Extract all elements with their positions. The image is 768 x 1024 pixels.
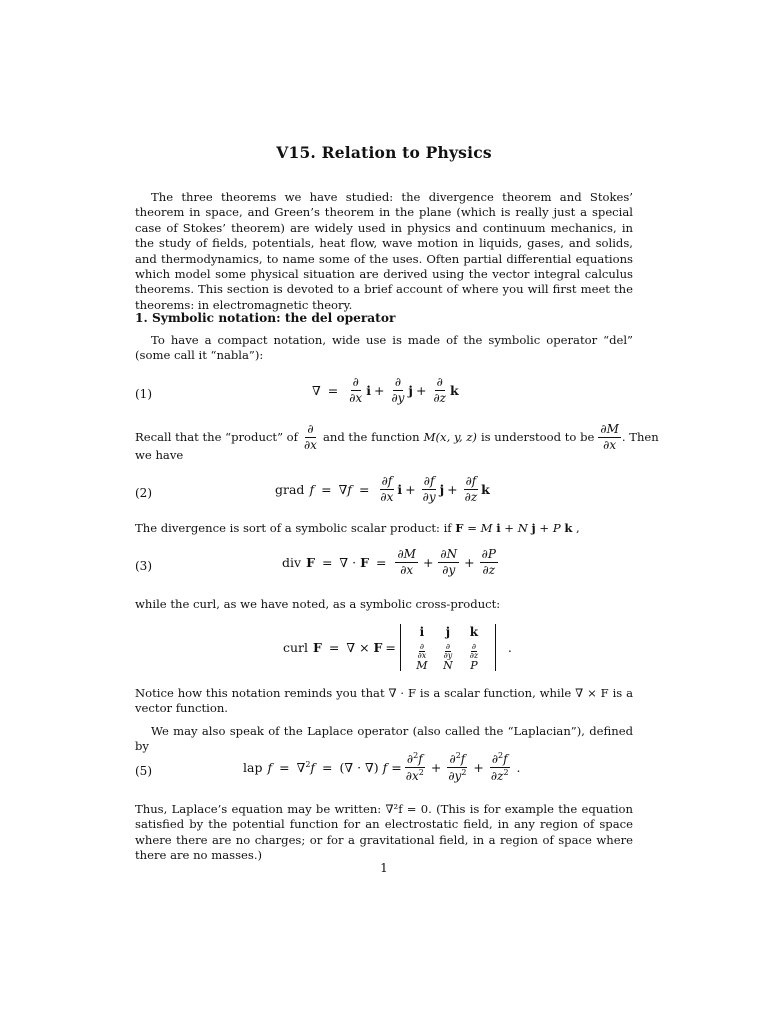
intro-paragraph: The three theorems we have studied: the divergence theorem and Stokes’ theorem in space, and Green’s theorem in the plane (which is really just a special case of Stokes’ theorem) are widely used in physics and continuum mechanics, in the study of fields, potentials, heat flow, wave motion in liquids, gases, and solids, and thermodynamics, to name some of the uses. Often partial differential equations which model some physical situation are derived using the vector integral calculus theorems. This section is devoted to a brief account of where you will first meet the theorems: in electromagnetic theory.	[135, 190, 633, 312]
equation-div: div F = ∇ · F = $\frac{\partial M}{\partial x}$ + $\frac{\partial N}{\partial y}$ + $\frac{\partial P}{\partial z}$	[282, 547, 496, 577]
page-title: V15. Relation to Physics	[276, 143, 492, 162]
equation-grad: grad f = ∇f = $\frac{\partial f}{\partial x}$ i + $\frac{\partial f}{\partial y}$ j + $\frac{\partial f}{\partial z}$ k	[275, 474, 490, 504]
div-label: div	[282, 554, 302, 570]
equation-number-5: (5)	[135, 764, 152, 778]
divergence-text: The divergence is sort of a symbolic scalar product: if	[135, 521, 452, 535]
page-number: 1	[380, 861, 388, 875]
recall-text-e: we have	[135, 448, 184, 462]
curl-determinant: i j k $\frac{\partial}{\partial x}$ $\frac{\partial}{\partial y}$ $\frac{\partial}{\partial z}$ M N P	[400, 624, 496, 671]
lap-label: lap	[243, 759, 263, 775]
recall-text-a: Recall that the “product” of	[135, 430, 298, 445]
equation-curl: curl F = ∇ × F = i j k $\frac{\partial}{\partial x}$ $\frac{\partial}{\partial y}$ $\frac{\partial}{\partial z}$ M N P .	[283, 625, 512, 672]
section-heading: 1. Symbolic notation: the del operator	[135, 311, 396, 325]
recall-text-b: and the function	[322, 430, 420, 445]
equation-laplacian: lap f = ∇$^2$f = (∇ · ∇) f = $\frac{\partial^2f}{\partial x^2}$ + $\frac{\partial^2f}{\partial y^2}$ + $\frac{\partial^2f}{\partial z^2}$ .	[243, 751, 521, 783]
divergence-paragraph: The divergence is sort of a symbolic scalar product: if F = M i + N j + P k ,	[135, 521, 580, 535]
equation-del: ∇ = $\frac{\partial}{\partial x}$ i + $\frac{\partial}{\partial y}$ j + $\frac{\partial}{\partial z}$ k	[312, 375, 459, 405]
grad-label: grad	[275, 481, 305, 497]
recall-text-d: . Then	[621, 430, 659, 445]
laplace-paragraph: We may also speak of the Laplace operator (also called the “Laplacian”), defined by	[135, 724, 633, 754]
del-paragraph: To have a compact notation, wide use is made of the symbolic operator “del” (some call it “nabla”):	[135, 333, 633, 363]
laplace-equation-paragraph: Thus, Laplace’s equation may be written: ∇²f = 0. (This is for example the equation satisfied by the potential function for an electrostatic field, in any region of space where there are no charges; or for a gravitational field, in a region of space where there are no masses.)	[135, 802, 633, 863]
recall-paragraph: Recall that the “product” of $\frac{\partial}{\partial x}$ and the function M(x, y, z) is understood to be $\frac{\partial M}{\partial x}$ . Then	[135, 422, 659, 452]
curl-paragraph: while the curl, as we have noted, as a symbolic cross-product:	[135, 597, 501, 611]
curl-label: curl	[283, 640, 309, 655]
equation-number-3: (3)	[135, 559, 152, 573]
recall-text-c: is understood to be	[480, 430, 595, 445]
equation-number-2: (2)	[135, 486, 152, 500]
notice-paragraph: Notice how this notation reminds you that ∇ · F is a scalar function, while ∇ × F is a vector function.	[135, 686, 633, 716]
equation-number-1: (1)	[135, 387, 152, 401]
